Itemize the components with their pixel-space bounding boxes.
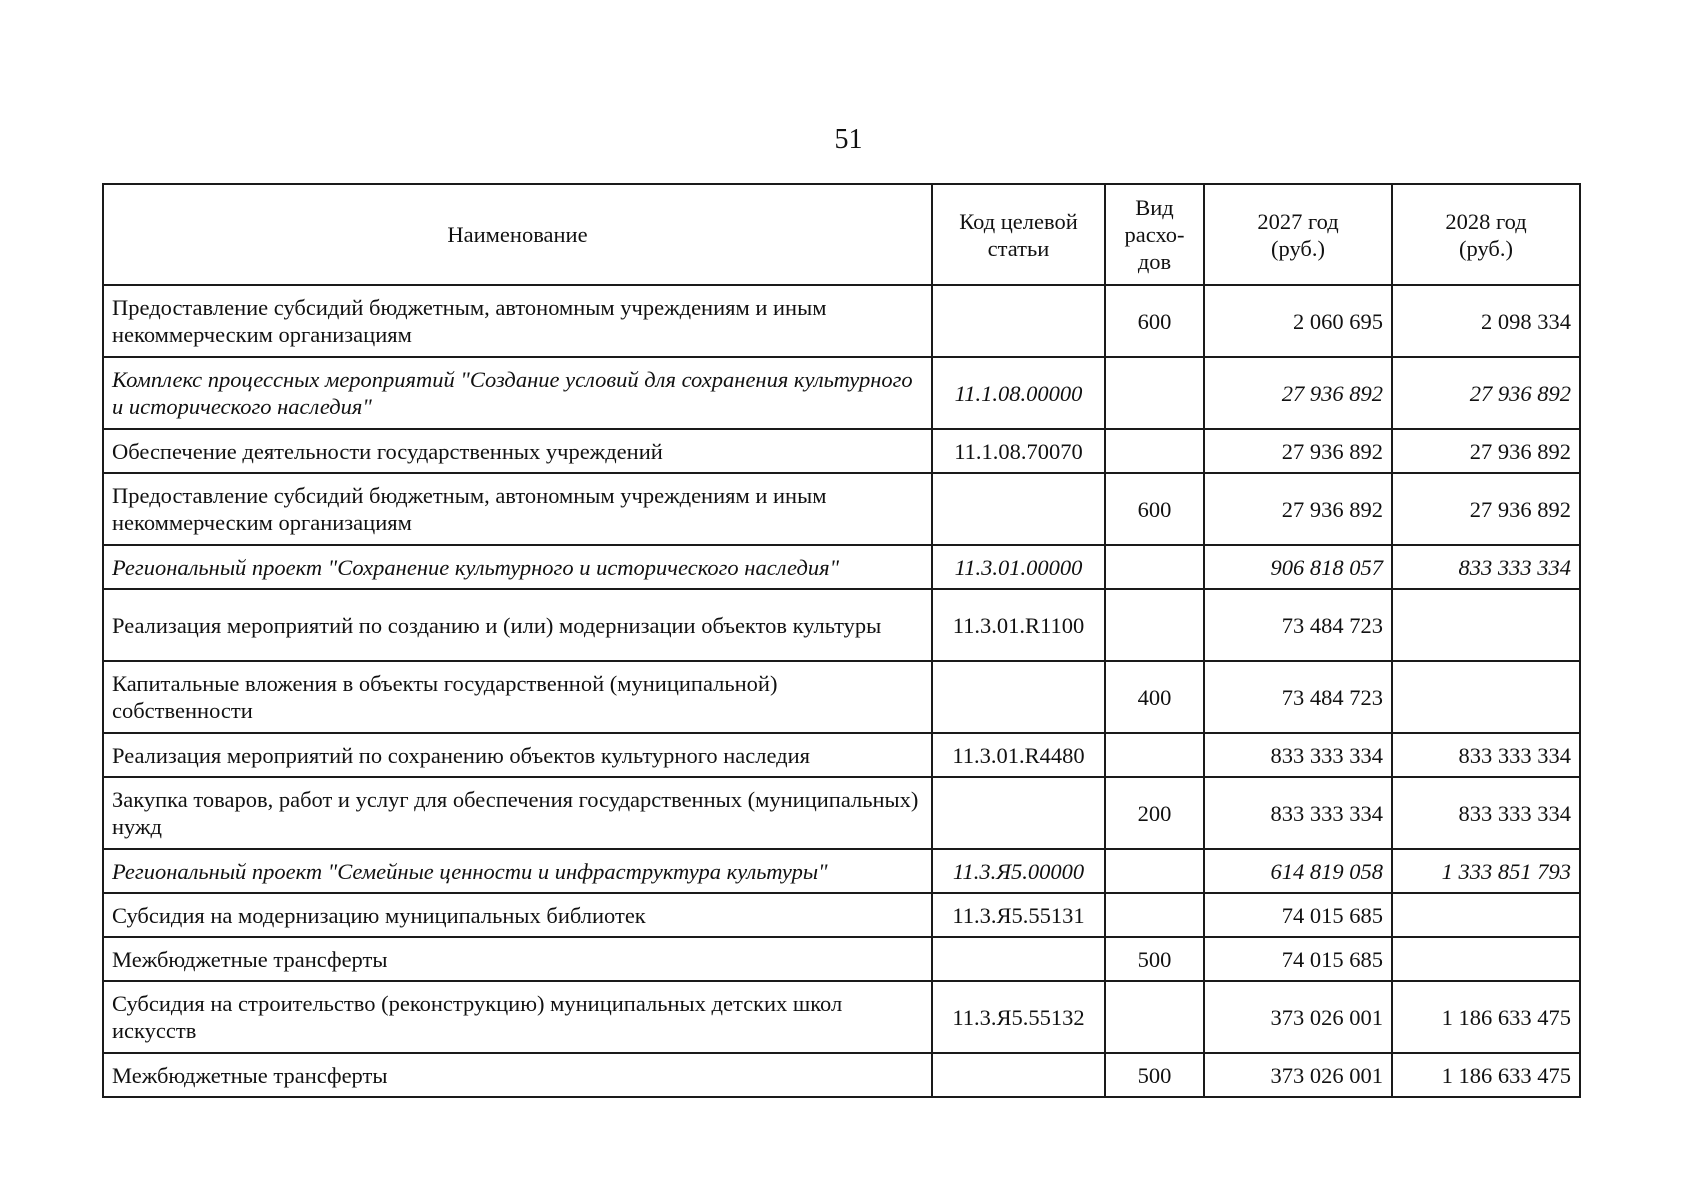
budget-table	[102, 183, 1581, 1098]
table-row	[103, 285, 1580, 357]
row-2028-amount	[1392, 589, 1580, 661]
header-code: Код целевой статьи	[932, 184, 1105, 285]
table-row	[103, 893, 1580, 937]
row-expense-type: 400	[1105, 661, 1204, 733]
row-2027-amount: 73 484 723	[1204, 661, 1392, 733]
row-code	[932, 661, 1105, 733]
row-expense-type	[1105, 545, 1204, 589]
row-2028-amount: 27 936 892	[1392, 429, 1580, 473]
header-2028-line2: (руб.)	[1459, 235, 1513, 261]
page-number: 51	[834, 124, 863, 155]
row-expense-type	[1105, 589, 1204, 661]
row-code	[932, 937, 1105, 981]
row-2027-amount: 27 936 892	[1204, 473, 1392, 545]
row-2028-amount	[1392, 661, 1580, 733]
row-2027-amount: 373 026 001	[1204, 1053, 1392, 1097]
header-2027-line1: 2027 год	[1257, 208, 1339, 234]
row-code	[932, 777, 1105, 849]
table-header-row	[103, 184, 1580, 285]
row-expense-type	[1105, 849, 1204, 893]
row-expense-type: 600	[1105, 285, 1204, 357]
row-2027-amount: 614 819 058	[1204, 849, 1392, 893]
row-code	[932, 285, 1105, 357]
row-2027-amount: 2 060 695	[1204, 285, 1392, 357]
row-2027-amount: 833 333 334	[1204, 733, 1392, 777]
table-row	[103, 357, 1580, 429]
table-row	[103, 849, 1580, 893]
row-2028-amount: 2 098 334	[1392, 285, 1580, 357]
table-row	[103, 1053, 1580, 1097]
row-expense-type	[1105, 733, 1204, 777]
row-2028-amount: 833 333 334	[1392, 733, 1580, 777]
row-2027-amount: 27 936 892	[1204, 429, 1392, 473]
header-2028-line1: 2028 год	[1445, 208, 1527, 234]
header-expense-type-line2: расхо-	[1124, 222, 1185, 247]
row-2028-amount: 1 186 633 475	[1392, 981, 1580, 1053]
row-name: Закупка товаров, работ и услуг для обеспечения государственных (муниципальных) нужд	[103, 777, 932, 849]
row-2028-amount: 27 936 892	[1392, 473, 1580, 545]
row-code: 11.3.01.00000	[932, 545, 1105, 589]
row-2027-amount: 373 026 001	[1204, 981, 1392, 1053]
row-name: Региональный проект "Сохранение культурного и исторического наследия"	[103, 545, 932, 589]
row-2028-amount: 1 186 633 475	[1392, 1053, 1580, 1097]
row-name: Реализация мероприятий по сохранению объектов культурного наследия	[103, 733, 932, 777]
row-code: 11.3.Я5.55131	[932, 893, 1105, 937]
header-expense-type	[1105, 184, 1204, 285]
header-expense-type-line1: Вид	[1135, 195, 1174, 220]
row-2027-amount: 73 484 723	[1204, 589, 1392, 661]
row-expense-type: 500	[1105, 937, 1204, 981]
row-name: Межбюджетные трансферты	[103, 1053, 932, 1097]
row-expense-type	[1105, 429, 1204, 473]
table-row	[103, 661, 1580, 733]
header-2027-line2: (руб.)	[1271, 235, 1325, 261]
table-row	[103, 589, 1580, 661]
row-code: 11.3.Я5.55132	[932, 981, 1105, 1053]
table-row	[103, 429, 1580, 473]
row-name: Комплекс процессных мероприятий "Создание условий для сохранения культурного и исторического наследия"	[103, 357, 932, 429]
row-expense-type: 600	[1105, 473, 1204, 545]
row-name: Капитальные вложения в объекты государственной (муниципальной) собственности	[103, 661, 932, 733]
row-2028-amount: 833 333 334	[1392, 545, 1580, 589]
table-row	[103, 981, 1580, 1053]
row-name: Обеспечение деятельности государственных учреждений	[103, 429, 932, 473]
row-2028-amount: 833 333 334	[1392, 777, 1580, 849]
row-2027-amount: 74 015 685	[1204, 893, 1392, 937]
row-code	[932, 473, 1105, 545]
header-2028	[1392, 184, 1580, 285]
header-2027	[1204, 184, 1392, 285]
row-2027-amount: 74 015 685	[1204, 937, 1392, 981]
row-name: Предоставление субсидий бюджетным, автономным учреждениям и иным некоммерческим организациям	[103, 285, 932, 357]
row-name: Субсидия на модернизацию муниципальных библиотек	[103, 893, 932, 937]
table-row	[103, 545, 1580, 589]
row-expense-type	[1105, 981, 1204, 1053]
row-expense-type: 500	[1105, 1053, 1204, 1097]
row-2028-amount	[1392, 937, 1580, 981]
row-name: Предоставление субсидий бюджетным, автономным учреждениям и иным некоммерческим организациям	[103, 473, 932, 545]
row-code: 11.1.08.00000	[932, 357, 1105, 429]
header-name: Наименование	[103, 184, 932, 285]
table-row	[103, 733, 1580, 777]
row-name: Реализация мероприятий по созданию и (или) модернизации объектов культуры	[103, 589, 932, 661]
header-expense-type-line3: дов	[1137, 249, 1172, 274]
row-2027-amount: 906 818 057	[1204, 545, 1392, 589]
row-code: 11.1.08.70070	[932, 429, 1105, 473]
row-expense-type	[1105, 893, 1204, 937]
row-code	[932, 1053, 1105, 1097]
table-row	[103, 937, 1580, 981]
row-expense-type: 200	[1105, 777, 1204, 849]
row-code: 11.3.Я5.00000	[932, 849, 1105, 893]
row-name: Субсидия на строительство (реконструкцию) муниципальных детских школ искусств	[103, 981, 932, 1053]
row-name: Межбюджетные трансферты	[103, 937, 932, 981]
table-row	[103, 777, 1580, 849]
row-2028-amount: 1 333 851 793	[1392, 849, 1580, 893]
row-code: 11.3.01.R4480	[932, 733, 1105, 777]
row-name: Региональный проект "Семейные ценности и инфраструктура культуры"	[103, 849, 932, 893]
table-row	[103, 473, 1580, 545]
row-code: 11.3.01.R1100	[932, 589, 1105, 661]
row-2028-amount: 27 936 892	[1392, 357, 1580, 429]
row-2027-amount: 833 333 334	[1204, 777, 1392, 849]
row-expense-type	[1105, 357, 1204, 429]
row-2027-amount: 27 936 892	[1204, 357, 1392, 429]
row-2028-amount	[1392, 893, 1580, 937]
